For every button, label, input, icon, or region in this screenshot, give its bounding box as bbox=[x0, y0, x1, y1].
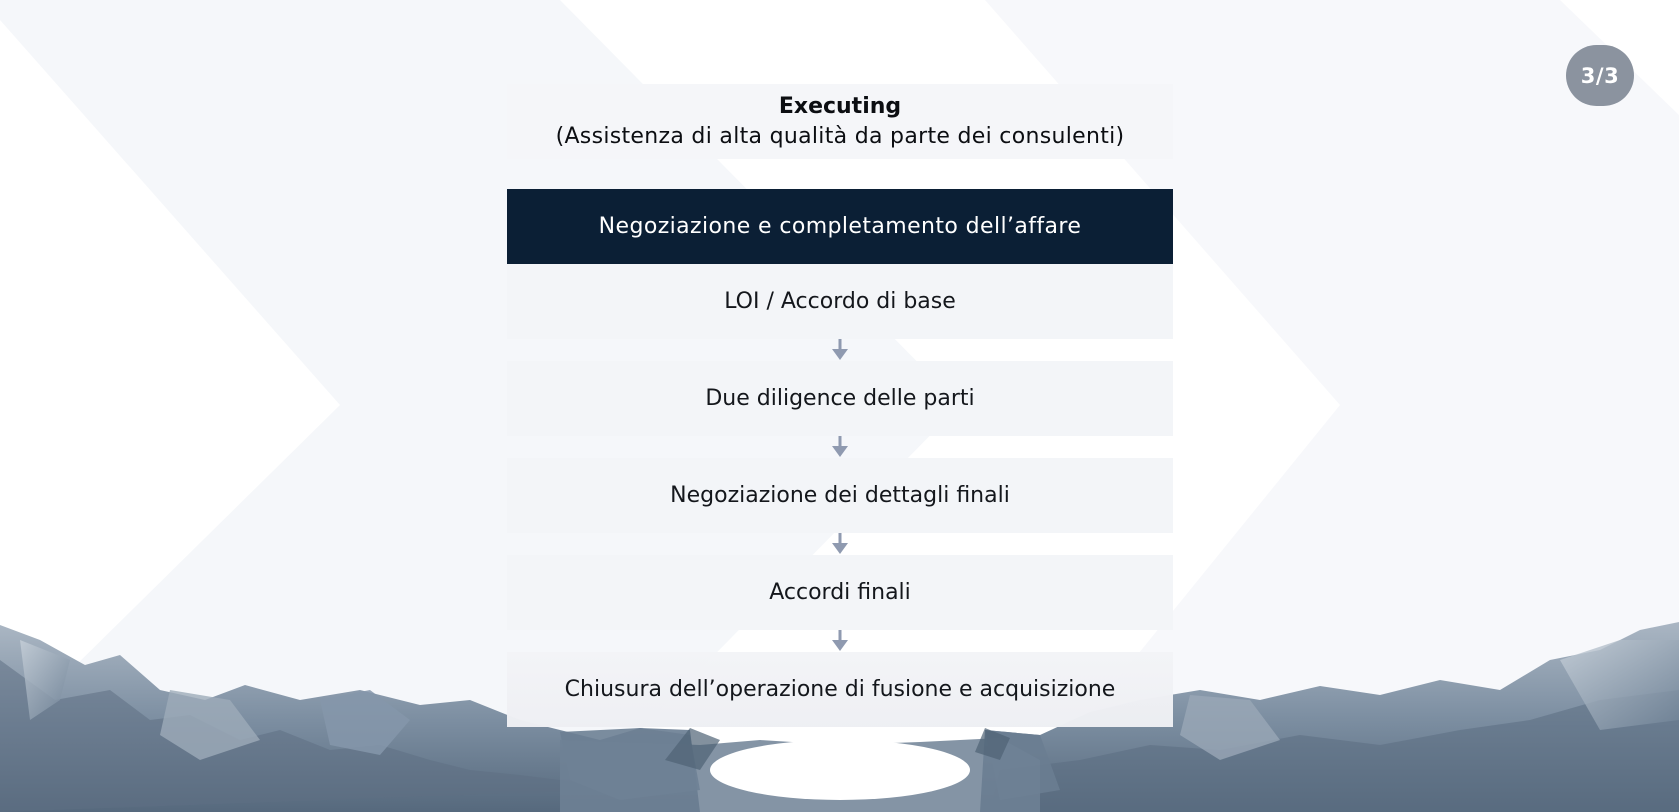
process-flow bbox=[507, 84, 1173, 727]
step-due-diligence: Due diligence delle parti bbox=[507, 361, 1173, 436]
section-subtitle: (Assistenza di alta qualità da parte dei consulenti) bbox=[555, 123, 1125, 149]
section-header bbox=[507, 84, 1173, 159]
step-closing: Chiusura dell’operazione di fusione e acquisizione bbox=[507, 652, 1173, 727]
steps-list bbox=[507, 264, 1173, 727]
step-final-agreements: Accordi finali bbox=[507, 555, 1173, 630]
arrow-down-icon bbox=[507, 630, 1173, 652]
phase-banner: Negoziazione e completamento dell’affare bbox=[507, 189, 1173, 264]
section-title: Executing bbox=[778, 93, 902, 119]
arrow-down-icon bbox=[507, 533, 1173, 555]
step-loi: LOI / Accordo di base bbox=[507, 264, 1173, 339]
page-indicator-badge: 3/3 bbox=[1566, 45, 1634, 106]
arrow-down-icon bbox=[507, 339, 1173, 361]
arrow-down-icon bbox=[507, 436, 1173, 458]
step-final-negotiation: Negoziazione dei dettagli finali bbox=[507, 458, 1173, 533]
